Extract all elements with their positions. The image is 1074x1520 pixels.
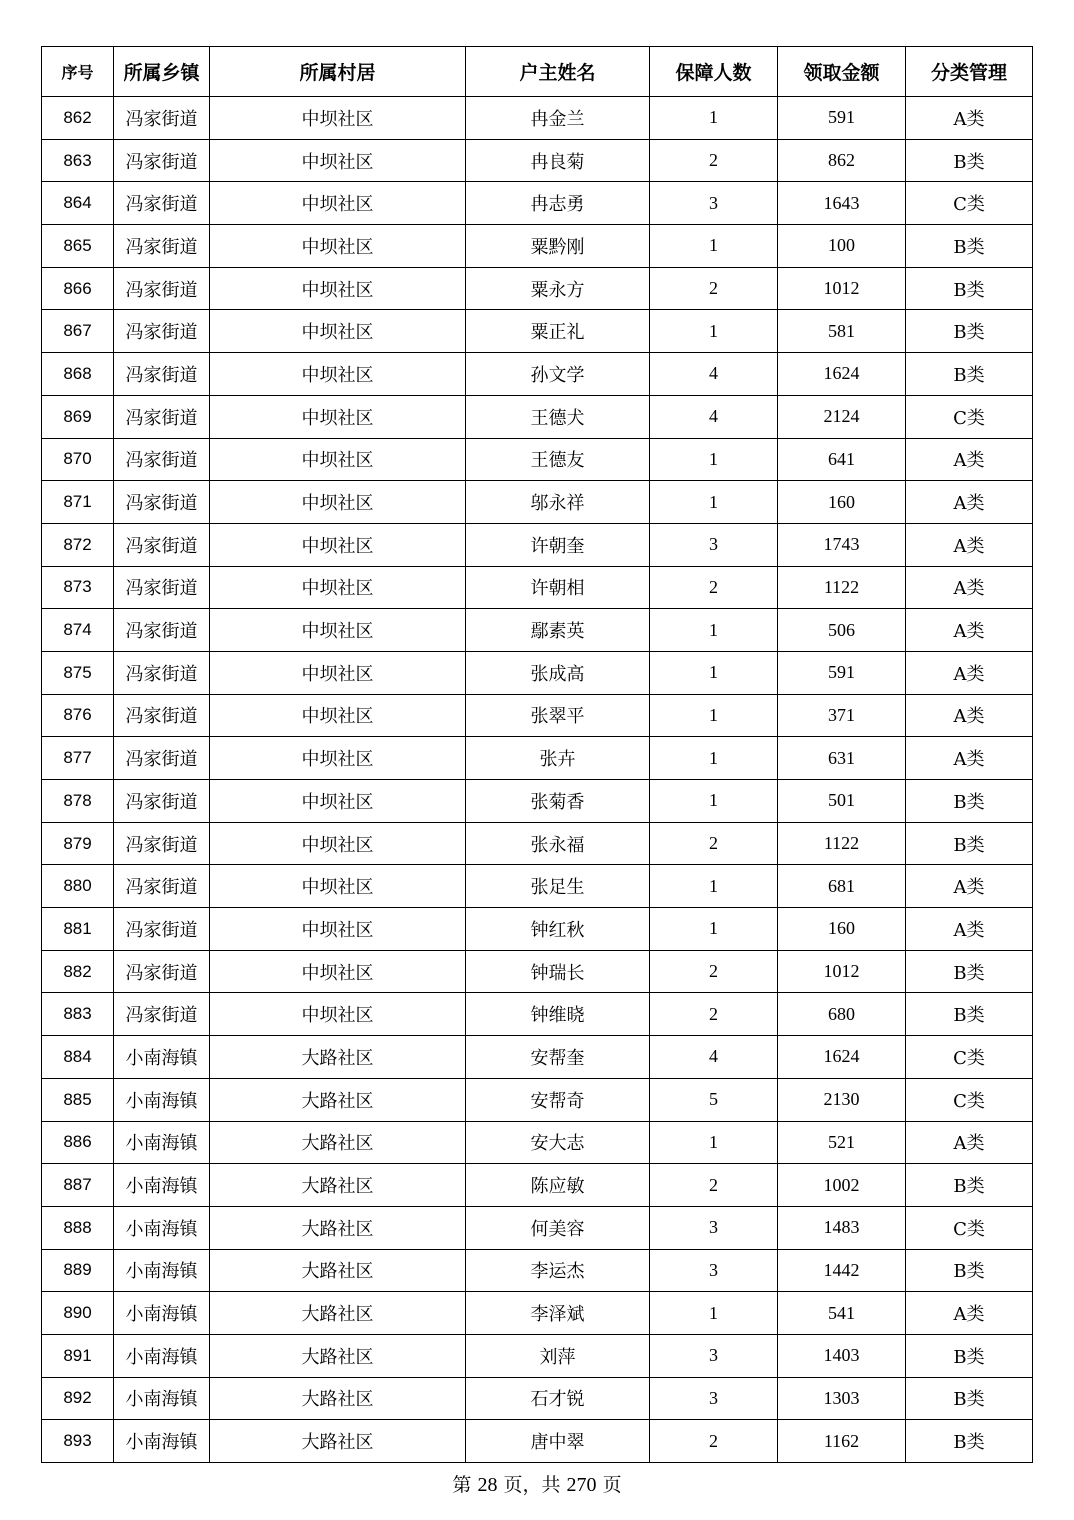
cell-household-head: 张成高 <box>466 651 650 694</box>
cell-village: 中坝社区 <box>210 182 466 225</box>
cell-seq: 888 <box>42 1206 114 1249</box>
cell-people-count: 1 <box>650 694 778 737</box>
cell-village: 中坝社区 <box>210 139 466 182</box>
table-row <box>42 865 1033 908</box>
cell-seq: 880 <box>42 865 114 908</box>
cell-amount: 641 <box>778 438 906 481</box>
cell-category: C类 <box>906 1206 1033 1249</box>
cell-category: B类 <box>906 1249 1033 1292</box>
cell-category: B类 <box>906 1377 1033 1420</box>
cell-amount: 1624 <box>778 353 906 396</box>
cell-household-head: 粟黔刚 <box>466 225 650 268</box>
cell-category: A类 <box>906 865 1033 908</box>
cell-township: 冯家街道 <box>114 694 210 737</box>
table-row <box>42 1036 1033 1079</box>
cell-seq: 865 <box>42 225 114 268</box>
cell-category: A类 <box>906 1121 1033 1164</box>
cell-township: 冯家街道 <box>114 481 210 524</box>
table-row <box>42 225 1033 268</box>
table-row <box>42 1420 1033 1463</box>
cell-household-head: 邬永祥 <box>466 481 650 524</box>
cell-people-count: 3 <box>650 1249 778 1292</box>
cell-village: 中坝社区 <box>210 822 466 865</box>
cell-amount: 681 <box>778 865 906 908</box>
cell-category: B类 <box>906 267 1033 310</box>
cell-village: 大路社区 <box>210 1164 466 1207</box>
cell-people-count: 1 <box>650 651 778 694</box>
cell-seq: 881 <box>42 908 114 951</box>
cell-people-count: 1 <box>650 97 778 140</box>
table-row <box>42 481 1033 524</box>
cell-household-head: 唐中翠 <box>466 1420 650 1463</box>
footer-prefix: 第 <box>452 1474 472 1496</box>
table-row <box>42 267 1033 310</box>
cell-township: 小南海镇 <box>114 1078 210 1121</box>
cell-amount: 541 <box>778 1292 906 1335</box>
cell-seq: 862 <box>42 97 114 140</box>
table-row <box>42 310 1033 353</box>
cell-household-head: 李泽斌 <box>466 1292 650 1335</box>
cell-amount: 680 <box>778 993 906 1036</box>
cell-people-count: 4 <box>650 1036 778 1079</box>
cell-household-head: 粟正礼 <box>466 310 650 353</box>
table-row <box>42 651 1033 694</box>
cell-township: 冯家街道 <box>114 908 210 951</box>
header-village: 所属村居 <box>210 47 466 97</box>
cell-people-count: 2 <box>650 1164 778 1207</box>
cell-seq: 871 <box>42 481 114 524</box>
cell-amount: 1012 <box>778 950 906 993</box>
page-footer <box>0 1470 1074 1497</box>
table-row <box>42 822 1033 865</box>
table-row <box>42 1377 1033 1420</box>
cell-village: 中坝社区 <box>210 566 466 609</box>
cell-amount: 1122 <box>778 566 906 609</box>
cell-village: 中坝社区 <box>210 609 466 652</box>
cell-amount: 862 <box>778 139 906 182</box>
cell-household-head: 许朝相 <box>466 566 650 609</box>
cell-people-count: 2 <box>650 566 778 609</box>
cell-amount: 160 <box>778 908 906 951</box>
cell-people-count: 1 <box>650 780 778 823</box>
table-row <box>42 609 1033 652</box>
cell-people-count: 3 <box>650 182 778 225</box>
cell-township: 冯家街道 <box>114 822 210 865</box>
cell-village: 中坝社区 <box>210 865 466 908</box>
cell-amount: 1442 <box>778 1249 906 1292</box>
cell-township: 冯家街道 <box>114 523 210 566</box>
cell-village: 中坝社区 <box>210 97 466 140</box>
cell-township: 冯家街道 <box>114 225 210 268</box>
cell-village: 中坝社区 <box>210 267 466 310</box>
cell-township: 冯家街道 <box>114 310 210 353</box>
cell-amount: 581 <box>778 310 906 353</box>
cell-seq: 879 <box>42 822 114 865</box>
cell-village: 中坝社区 <box>210 780 466 823</box>
cell-amount: 1643 <box>778 182 906 225</box>
cell-category: C类 <box>906 182 1033 225</box>
cell-household-head: 张足生 <box>466 865 650 908</box>
cell-village: 中坝社区 <box>210 438 466 481</box>
cell-category: B类 <box>906 950 1033 993</box>
cell-seq: 867 <box>42 310 114 353</box>
cell-category: A类 <box>906 481 1033 524</box>
table-row <box>42 1292 1033 1335</box>
footer-middle: 页，共 <box>503 1474 561 1496</box>
cell-category: A类 <box>906 908 1033 951</box>
cell-village: 大路社区 <box>210 1377 466 1420</box>
cell-people-count: 1 <box>650 1292 778 1335</box>
cell-township: 冯家街道 <box>114 993 210 1036</box>
cell-household-head: 安帮奎 <box>466 1036 650 1079</box>
cell-amount: 631 <box>778 737 906 780</box>
cell-people-count: 2 <box>650 950 778 993</box>
cell-village: 大路社区 <box>210 1249 466 1292</box>
cell-people-count: 1 <box>650 737 778 780</box>
cell-people-count: 1 <box>650 310 778 353</box>
table-row <box>42 182 1033 225</box>
cell-village: 大路社区 <box>210 1206 466 1249</box>
cell-people-count: 5 <box>650 1078 778 1121</box>
table-row <box>42 1249 1033 1292</box>
cell-seq: 874 <box>42 609 114 652</box>
table-row <box>42 908 1033 951</box>
table-row <box>42 395 1033 438</box>
table-row <box>42 139 1033 182</box>
table-row <box>42 950 1033 993</box>
table-row <box>42 566 1033 609</box>
cell-household-head: 陈应敏 <box>466 1164 650 1207</box>
subsidy-roster-table <box>41 46 1033 1463</box>
cell-amount: 371 <box>778 694 906 737</box>
cell-household-head: 粟永方 <box>466 267 650 310</box>
cell-village: 中坝社区 <box>210 651 466 694</box>
cell-category: B类 <box>906 1420 1033 1463</box>
cell-village: 中坝社区 <box>210 353 466 396</box>
cell-seq: 885 <box>42 1078 114 1121</box>
cell-village: 大路社区 <box>210 1078 466 1121</box>
cell-household-head: 李运杰 <box>466 1249 650 1292</box>
cell-village: 中坝社区 <box>210 993 466 1036</box>
footer-suffix: 页 <box>602 1474 622 1496</box>
cell-category: B类 <box>906 310 1033 353</box>
cell-township: 冯家街道 <box>114 353 210 396</box>
cell-household-head: 王德友 <box>466 438 650 481</box>
cell-people-count: 2 <box>650 139 778 182</box>
cell-township: 冯家街道 <box>114 651 210 694</box>
cell-village: 中坝社区 <box>210 395 466 438</box>
cell-village: 中坝社区 <box>210 481 466 524</box>
cell-seq: 863 <box>42 139 114 182</box>
cell-seq: 873 <box>42 566 114 609</box>
header-township: 所属乡镇 <box>114 47 210 97</box>
cell-township: 冯家街道 <box>114 97 210 140</box>
table-row <box>42 1206 1033 1249</box>
cell-seq: 877 <box>42 737 114 780</box>
cell-amount: 1624 <box>778 1036 906 1079</box>
cell-people-count: 1 <box>650 481 778 524</box>
cell-seq: 887 <box>42 1164 114 1207</box>
cell-seq: 869 <box>42 395 114 438</box>
table-row <box>42 523 1033 566</box>
cell-seq: 878 <box>42 780 114 823</box>
cell-category: C类 <box>906 395 1033 438</box>
cell-amount: 2130 <box>778 1078 906 1121</box>
cell-people-count: 1 <box>650 908 778 951</box>
cell-category: A类 <box>906 566 1033 609</box>
table-row <box>42 97 1033 140</box>
table-row <box>42 694 1033 737</box>
table-body <box>42 97 1033 1463</box>
cell-village: 中坝社区 <box>210 694 466 737</box>
cell-village: 中坝社区 <box>210 950 466 993</box>
cell-amount: 501 <box>778 780 906 823</box>
table-row <box>42 737 1033 780</box>
cell-seq: 868 <box>42 353 114 396</box>
cell-household-head: 冉志勇 <box>466 182 650 225</box>
cell-category: B类 <box>906 780 1033 823</box>
cell-household-head: 鄢素英 <box>466 609 650 652</box>
cell-township: 冯家街道 <box>114 780 210 823</box>
cell-amount: 2124 <box>778 395 906 438</box>
cell-category: B类 <box>906 822 1033 865</box>
cell-township: 冯家街道 <box>114 865 210 908</box>
cell-seq: 883 <box>42 993 114 1036</box>
cell-seq: 886 <box>42 1121 114 1164</box>
cell-people-count: 4 <box>650 395 778 438</box>
cell-township: 冯家街道 <box>114 950 210 993</box>
cell-township: 冯家街道 <box>114 182 210 225</box>
cell-seq: 872 <box>42 523 114 566</box>
current-page-number: 28 <box>477 1474 498 1496</box>
cell-township: 冯家街道 <box>114 438 210 481</box>
cell-township: 小南海镇 <box>114 1420 210 1463</box>
cell-seq: 891 <box>42 1334 114 1377</box>
cell-category: B类 <box>906 1334 1033 1377</box>
cell-category: A类 <box>906 438 1033 481</box>
cell-category: C类 <box>906 1078 1033 1121</box>
cell-village: 中坝社区 <box>210 908 466 951</box>
table-row <box>42 780 1033 823</box>
cell-household-head: 王德犬 <box>466 395 650 438</box>
cell-seq: 882 <box>42 950 114 993</box>
cell-category: C类 <box>906 1036 1033 1079</box>
cell-people-count: 1 <box>650 609 778 652</box>
cell-township: 小南海镇 <box>114 1377 210 1420</box>
header-household-head: 户主姓名 <box>466 47 650 97</box>
cell-people-count: 3 <box>650 1377 778 1420</box>
cell-amount: 1483 <box>778 1206 906 1249</box>
cell-people-count: 1 <box>650 438 778 481</box>
table-row <box>42 1078 1033 1121</box>
cell-amount: 1002 <box>778 1164 906 1207</box>
cell-people-count: 3 <box>650 1334 778 1377</box>
cell-village: 中坝社区 <box>210 523 466 566</box>
cell-township: 冯家街道 <box>114 267 210 310</box>
cell-amount: 521 <box>778 1121 906 1164</box>
cell-seq: 890 <box>42 1292 114 1335</box>
cell-township: 小南海镇 <box>114 1334 210 1377</box>
table-row <box>42 1334 1033 1377</box>
cell-category: B类 <box>906 225 1033 268</box>
cell-village: 中坝社区 <box>210 225 466 268</box>
cell-seq: 892 <box>42 1377 114 1420</box>
cell-household-head: 钟红秋 <box>466 908 650 951</box>
cell-amount: 506 <box>778 609 906 652</box>
cell-category: A类 <box>906 1292 1033 1335</box>
cell-amount: 1162 <box>778 1420 906 1463</box>
cell-township: 冯家街道 <box>114 566 210 609</box>
cell-people-count: 2 <box>650 993 778 1036</box>
cell-seq: 866 <box>42 267 114 310</box>
cell-household-head: 钟瑞长 <box>466 950 650 993</box>
cell-category: A类 <box>906 523 1033 566</box>
cell-people-count: 1 <box>650 1121 778 1164</box>
table-row <box>42 993 1033 1036</box>
cell-amount: 591 <box>778 651 906 694</box>
cell-township: 小南海镇 <box>114 1249 210 1292</box>
cell-seq: 889 <box>42 1249 114 1292</box>
cell-people-count: 1 <box>650 865 778 908</box>
cell-township: 小南海镇 <box>114 1036 210 1079</box>
cell-household-head: 冉金兰 <box>466 97 650 140</box>
cell-people-count: 3 <box>650 523 778 566</box>
cell-village: 中坝社区 <box>210 310 466 353</box>
table-row <box>42 353 1033 396</box>
cell-household-head: 钟维晓 <box>466 993 650 1036</box>
cell-amount: 1012 <box>778 267 906 310</box>
cell-seq: 875 <box>42 651 114 694</box>
cell-category: B类 <box>906 139 1033 182</box>
cell-people-count: 2 <box>650 1420 778 1463</box>
cell-township: 冯家街道 <box>114 395 210 438</box>
cell-people-count: 3 <box>650 1206 778 1249</box>
header-amount: 领取金额 <box>778 47 906 97</box>
cell-household-head: 孙文学 <box>466 353 650 396</box>
cell-category: B类 <box>906 993 1033 1036</box>
cell-people-count: 4 <box>650 353 778 396</box>
cell-people-count: 2 <box>650 822 778 865</box>
cell-category: A类 <box>906 609 1033 652</box>
cell-seq: 876 <box>42 694 114 737</box>
cell-village: 大路社区 <box>210 1420 466 1463</box>
cell-household-head: 安帮奇 <box>466 1078 650 1121</box>
cell-household-head: 安大志 <box>466 1121 650 1164</box>
header-seq: 序号 <box>42 47 114 97</box>
table-header-row <box>42 47 1033 97</box>
cell-village: 大路社区 <box>210 1292 466 1335</box>
cell-category: A类 <box>906 737 1033 780</box>
cell-household-head: 张翠平 <box>466 694 650 737</box>
cell-village: 中坝社区 <box>210 737 466 780</box>
cell-household-head: 何美容 <box>466 1206 650 1249</box>
cell-village: 大路社区 <box>210 1334 466 1377</box>
cell-category: B类 <box>906 353 1033 396</box>
cell-household-head: 冉良菊 <box>466 139 650 182</box>
cell-category: A类 <box>906 97 1033 140</box>
table-row <box>42 1121 1033 1164</box>
cell-amount: 1743 <box>778 523 906 566</box>
cell-township: 冯家街道 <box>114 737 210 780</box>
cell-township: 小南海镇 <box>114 1292 210 1335</box>
total-page-count: 270 <box>566 1474 597 1496</box>
cell-amount: 100 <box>778 225 906 268</box>
header-category: 分类管理 <box>906 47 1033 97</box>
cell-township: 小南海镇 <box>114 1164 210 1207</box>
cell-township: 冯家街道 <box>114 609 210 652</box>
cell-village: 大路社区 <box>210 1036 466 1079</box>
cell-village: 大路社区 <box>210 1121 466 1164</box>
cell-amount: 1303 <box>778 1377 906 1420</box>
cell-category: A类 <box>906 694 1033 737</box>
cell-amount: 160 <box>778 481 906 524</box>
cell-township: 小南海镇 <box>114 1206 210 1249</box>
cell-household-head: 张菊香 <box>466 780 650 823</box>
header-people-count: 保障人数 <box>650 47 778 97</box>
cell-seq: 893 <box>42 1420 114 1463</box>
cell-township: 小南海镇 <box>114 1121 210 1164</box>
cell-household-head: 石才锐 <box>466 1377 650 1420</box>
cell-seq: 884 <box>42 1036 114 1079</box>
cell-household-head: 张永福 <box>466 822 650 865</box>
cell-household-head: 刘萍 <box>466 1334 650 1377</box>
cell-household-head: 张卉 <box>466 737 650 780</box>
cell-people-count: 1 <box>650 225 778 268</box>
cell-category: B类 <box>906 1164 1033 1207</box>
table-row <box>42 438 1033 481</box>
cell-people-count: 2 <box>650 267 778 310</box>
cell-seq: 864 <box>42 182 114 225</box>
table-row <box>42 1164 1033 1207</box>
cell-amount: 1122 <box>778 822 906 865</box>
cell-amount: 1403 <box>778 1334 906 1377</box>
cell-amount: 591 <box>778 97 906 140</box>
cell-household-head: 许朝奎 <box>466 523 650 566</box>
cell-township: 冯家街道 <box>114 139 210 182</box>
cell-seq: 870 <box>42 438 114 481</box>
cell-category: A类 <box>906 651 1033 694</box>
